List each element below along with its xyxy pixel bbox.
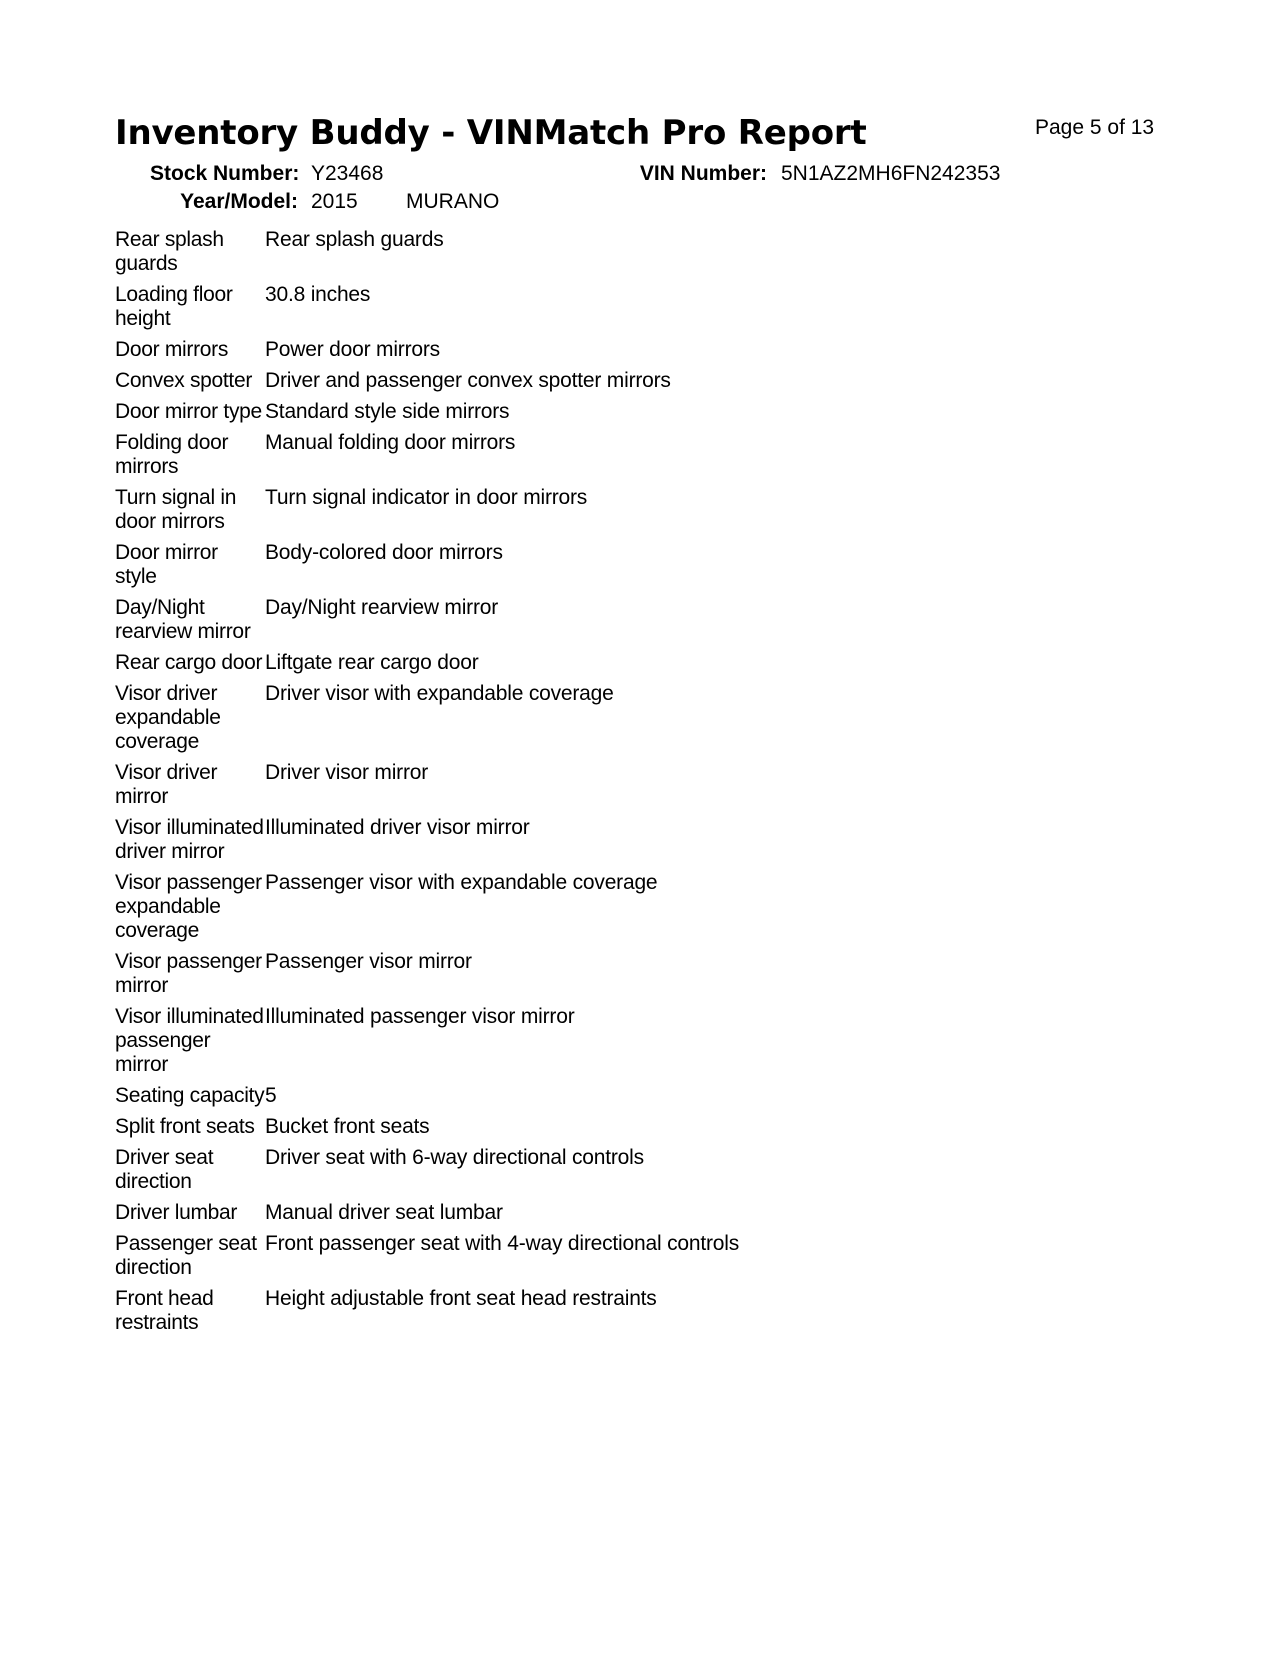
spec-value: Front passenger seat with 4-way directional controls [265,1232,739,1255]
spec-row [115,400,1115,424]
spec-row [115,871,1115,943]
spec-row [115,541,1115,589]
spec-value: Passenger visor mirror [265,950,472,973]
spec-row [115,486,1115,534]
spec-value: Power door mirrors [265,338,440,361]
spec-value: Illuminated driver visor mirror [265,816,530,839]
spec-row [115,1084,1115,1108]
spec-row [115,1115,1115,1139]
spec-label: Driver lumbar [115,1201,238,1224]
vin-number-label: VIN Number: [639,162,767,185]
spec-label: Door mirror style [115,541,218,588]
spec-value: Manual driver seat lumbar [265,1201,503,1224]
spec-row [115,596,1115,644]
spec-label: Turn signal in door mirrors [115,486,237,533]
spec-label: Driver seat direction [115,1146,214,1193]
spec-row [115,1005,1115,1077]
spec-label: Loading floor height [115,283,233,330]
spec-label: Visor passenger mirror [115,950,262,997]
spec-value: 5 [265,1084,277,1107]
spec-row [115,682,1115,754]
spec-row [115,1201,1115,1225]
year-model-label: Year/Model: [180,190,298,213]
spec-label: Front head restraints [115,1287,214,1334]
spec-label: Passenger seat direction [115,1232,257,1279]
spec-value: Passenger visor with expandable coverage [265,871,658,894]
spec-row [115,761,1115,809]
year-value: 2015 [311,190,358,213]
spec-value: Bucket front seats [265,1115,430,1138]
vin-number-value: 5N1AZ2MH6FN242353 [781,162,1001,185]
spec-label: Folding door mirrors [115,431,229,478]
spec-row [115,431,1115,479]
spec-row [115,816,1115,864]
spec-value: Day/Night rearview mirror [265,596,499,619]
spec-value: Liftgate rear cargo door [265,651,479,674]
stock-number-value: Y23468 [311,162,384,185]
spec-label: Door mirrors [115,338,229,361]
spec-label: Door mirror type [115,400,262,423]
spec-value: Body-colored door mirrors [265,541,503,564]
spec-row [115,283,1115,331]
spec-row [115,1232,1115,1280]
page-number: Page 5 of 13 [1035,116,1155,139]
spec-label: Rear splash guards [115,228,224,275]
spec-value: Driver seat with 6-way directional controls [265,1146,644,1169]
spec-value: Driver visor mirror [265,761,429,784]
spec-value: 30.8 inches [265,283,371,306]
spec-row [115,950,1115,998]
spec-row [115,228,1115,276]
spec-row [115,1287,1115,1335]
spec-row [115,651,1115,675]
spec-label: Visor driver mirror [115,761,218,808]
spec-list [115,228,1115,1342]
report-title: Inventory Buddy - VINMatch Pro Report [115,113,867,153]
spec-value: Manual folding door mirrors [265,431,516,454]
spec-label: Visor illuminated passenger mirror [115,1005,264,1076]
spec-value: Driver visor with expandable coverage [265,682,614,705]
spec-label: Day/Night rearview mirror [115,596,251,643]
spec-label: Visor passenger expandable coverage [115,871,262,942]
spec-label: Seating capacity [115,1084,265,1107]
spec-label: Rear cargo door [115,651,263,674]
spec-value: Rear splash guards [265,228,444,251]
spec-row [115,369,1115,393]
spec-label: Convex spotter [115,369,253,392]
spec-value: Turn signal indicator in door mirrors [265,486,588,509]
spec-label: Visor illuminated driver mirror [115,816,264,863]
spec-label: Split front seats [115,1115,255,1138]
spec-row [115,1146,1115,1194]
spec-value: Standard style side mirrors [265,400,510,423]
stock-number-label: Stock Number: [150,162,300,185]
spec-value: Height adjustable front seat head restraints [265,1287,657,1310]
spec-value: Driver and passenger convex spotter mirrors [265,369,671,392]
spec-value: Illuminated passenger visor mirror [265,1005,575,1028]
model-value: MURANO [406,190,500,213]
spec-label: Visor driver expandable coverage [115,682,221,753]
spec-row [115,338,1115,362]
